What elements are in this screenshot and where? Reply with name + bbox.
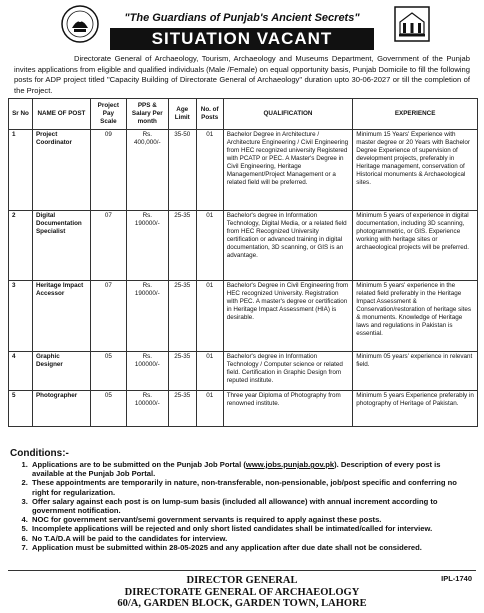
condition-item <box>30 460 472 478</box>
condition-text: No T.A/D.A will be paid to the candidates for interview. <box>32 533 228 543</box>
footer-department: DIRECTORATE GENERAL OF ARCHAEOLOGY <box>124 586 360 598</box>
cell-experience: Minimum 05 years' experience in relevant field. <box>353 352 478 391</box>
cell-scale: 07 <box>90 211 126 281</box>
conditions-list <box>10 460 472 552</box>
cell-age: 25-35 <box>168 281 196 352</box>
cell-experience: Minimum 5 years Experience preferably in photography of Heritage of Pakistan. <box>353 391 478 427</box>
intro-paragraph: Directorate General of Archaeology, Tourism, Archaeology and Museums Department, Government of the Punjab invites applications from eligible and qualified individuals (Male /Female) on equal opportunity basis, Punjab Domicile to fill the following posts for ADP project titled "Capacity Building of Directorate General of Archaeology" duration upto 30-06-2027 or till the completion of the Project. <box>14 54 470 95</box>
cell-qualification: Bachelor Degree in Architecture / Architecture Engineering / Civil Engineering from HEC recognized university Registered with PCATP or PEC. A Master's Degree in Civil Engineering, Heritage Management/Project Management or a related field will be preferred. <box>223 130 353 211</box>
cell-age: 25-35 <box>168 391 196 427</box>
cell-experience: Minimum 5 years' experience in the related field preferably in the Heritage Impact Assessment & Conservation/restoration of heritage sites & monuments. Knowledge of Heritage laws and regulations in Pakistan is essential. <box>353 281 478 352</box>
cell-posts: 01 <box>196 211 223 281</box>
condition-text: Offer salary against each post is on lump-sum basis (included all allowance) with annual increment according to government notification. <box>32 496 438 516</box>
cell-qualification: Three year Diploma of Photography from renowned institute. <box>223 391 353 427</box>
header-salary: PPS & Salary Per month <box>126 99 168 130</box>
banner-title: SITUATION VACANT <box>110 28 374 50</box>
cell-post: Heritage Impact Accessor <box>32 281 90 352</box>
job-portal-link[interactable]: www.jobs.punjab.gov.pk <box>245 460 335 469</box>
header-sr: Sr No <box>9 99 33 130</box>
table-header-row <box>9 99 478 130</box>
condition-item <box>30 515 472 524</box>
table-row <box>9 130 478 211</box>
condition-item <box>30 534 472 543</box>
tagline: "The Guardians of Punjab's Ancient Secrets" <box>124 12 360 24</box>
cell-salary: Rs. 190000/- <box>126 211 168 281</box>
condition-text-after: ). Description of every post is available at the Punjab Job Portal. <box>32 460 441 479</box>
condition-text: These appointments are temporarily in nature, non-transferable, non-pensionable, job/post specific and conferring no right for regularization. <box>32 478 457 497</box>
archaeology-department-logo-icon <box>392 4 432 44</box>
conditions-section <box>10 448 472 552</box>
intro-text <box>14 54 470 96</box>
table-row <box>9 391 478 427</box>
cell-qualification: Bachelor's degree in Information Technology / Computer science or related field. Certification in Graphic Design from reputed institute. <box>223 352 353 391</box>
condition-item <box>30 478 472 496</box>
cell-sr: 1 <box>9 130 33 211</box>
cell-salary: Rs. 100000/- <box>126 352 168 391</box>
cell-age: 25-35 <box>168 211 196 281</box>
condition-text: NOC for government servant/semi government servants is required to apply against these posts. <box>32 515 382 525</box>
cell-salary: Rs. 100000/- <box>126 391 168 427</box>
footer-title: DIRECTOR GENERAL <box>186 575 298 586</box>
cell-post: Graphic Designer <box>32 352 90 391</box>
header-qualification: QUALIFICATION <box>223 99 353 130</box>
ipl-reference: IPL-1740 <box>441 574 472 583</box>
condition-item <box>30 543 472 552</box>
condition-item <box>30 524 472 533</box>
header-post: NAME OF POST <box>32 99 90 130</box>
footer-divider <box>8 570 476 571</box>
table-row <box>9 281 478 352</box>
cell-scale: 09 <box>90 130 126 211</box>
cell-post: Digital Documentation Specialist <box>32 211 90 281</box>
cell-scale: 07 <box>90 281 126 352</box>
cell-sr: 3 <box>9 281 33 352</box>
condition-text: Applications are to be submitted on the Punjab Job Portal ( <box>32 460 246 469</box>
cell-posts: 01 <box>196 391 223 427</box>
condition-item <box>30 497 472 515</box>
footer <box>0 575 484 610</box>
cell-posts: 01 <box>196 281 223 352</box>
cell-experience: Minimum 5 years of experience in digital documentation, including 3D scanning, photogrammetric, or GIS. Experience working with heritage sites or archaeological projects will be preferred. <box>353 211 478 281</box>
table-row <box>9 352 478 391</box>
header-age: Age Limit <box>168 99 196 130</box>
condition-text: Application must be submitted within 28-05-2025 and any application after due date shall not be considered. <box>32 542 422 552</box>
cell-sr: 2 <box>9 211 33 281</box>
cell-salary: Rs. 400,000/- <box>126 130 168 211</box>
condition-text: Incomplete applications will be rejected and only short listed candidates shall be intimated/called for interview. <box>32 524 433 534</box>
punjab-government-logo-icon <box>60 4 100 44</box>
cell-qualification: Bachelor's degree in Information Technology, Digital Media, or a related field from HEC Recognized University certification or advanced training in digital documentation, 3D scanning, or GIS is an advantage. <box>223 211 353 281</box>
cell-experience: Minimum 15 Years' Experience with master degree or 20 Years with Bachelor Degree Experience of supervision of development projects, preferably in Heritage management, conservation of Historical monuments & Archaeological sites. <box>353 130 478 211</box>
cell-age: 25-35 <box>168 352 196 391</box>
footer-address: 60/A, GARDEN BLOCK, GARDEN TOWN, LAHORE <box>117 598 367 609</box>
cell-salary: Rs. 190000/- <box>126 281 168 352</box>
cell-posts: 01 <box>196 130 223 211</box>
cell-post: Photographer <box>32 391 90 427</box>
cell-post: Project Coordinator <box>32 130 90 211</box>
cell-qualification: Bachelor's Degree in Civil Engineering from HEC recognized University. Registration with PEC. A master's degree or certification in Heritage Impact Assessment (HIA) is desirable. <box>223 281 353 352</box>
cell-posts: 01 <box>196 352 223 391</box>
conditions-heading: Conditions:- <box>10 448 69 459</box>
jobs-table <box>8 98 478 427</box>
cell-age: 35-50 <box>168 130 196 211</box>
header-scale: Project Pay Scale <box>90 99 126 130</box>
header-experience: EXPERIENCE <box>353 99 478 130</box>
cell-sr: 4 <box>9 352 33 391</box>
table-row <box>9 211 478 281</box>
header-posts: No. of Posts <box>196 99 223 130</box>
cell-sr: 5 <box>9 391 33 427</box>
cell-scale: 05 <box>90 352 126 391</box>
cell-scale: 05 <box>90 391 126 427</box>
